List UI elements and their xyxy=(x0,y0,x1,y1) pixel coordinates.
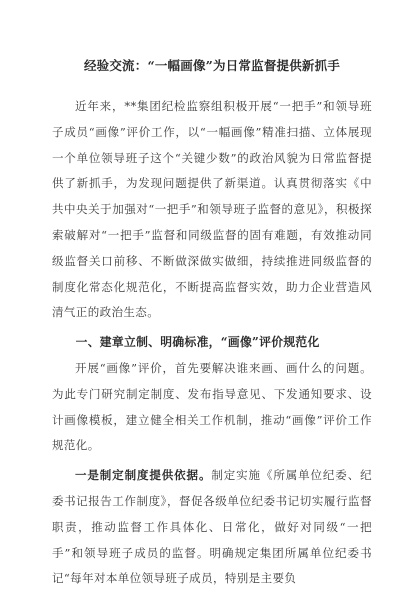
point-1-lead: 一是制定制度提供依据。 xyxy=(75,468,212,483)
section-heading-1: 一、建章立制、明确标准，“画像”评价规范化 xyxy=(75,335,320,350)
document-title: 经验交流：“一幅画像”为日常监督提供新抓手 xyxy=(83,58,341,73)
section-1-paragraph: 开展“画像”评价，首先要解决谁来画、画什么的问题。为此专门研究制定制度、发布指导意见、下发通知要求、设计画像模板，建立健全相关工作机制，推动“画像”评价工作规范化。 xyxy=(52,360,372,453)
point-1-paragraph xyxy=(52,463,372,592)
point-1-body: 制定实施《所属单位纪委、纪委书记报告工作制度》，督促各级单位纪委书记切实履行监督职责，推动监督工作具体化、日常化，做好对同级“一把手”和领导班子成员的监督。明确规定集团所属单位纪委书记“每年对本单位领导班子成员，特别是主要负 xyxy=(52,468,373,586)
intro-paragraph: 近年来，**集团纪检监察组积极开展“一把手”和领导班子成员“画像”评价工作，以“一幅画像”精准扫描、立体展现一个单位领导班子这个“关键少数”的政治风貌为日常监督提供了新抓手，为发现问题提供了新渠道。认真贯彻落实《中共中央关于加强对“一把手”和领导班子监督的意见》，积极探索破解对“一把手”监督和同级监督的固有难题，有效推动同级监督关口前移、不断做深做实做细，持续推进同级监督的制度化常态化规范化，不断提高监督实效，助力企业营造风清气正的政治生态。 xyxy=(52,99,372,320)
